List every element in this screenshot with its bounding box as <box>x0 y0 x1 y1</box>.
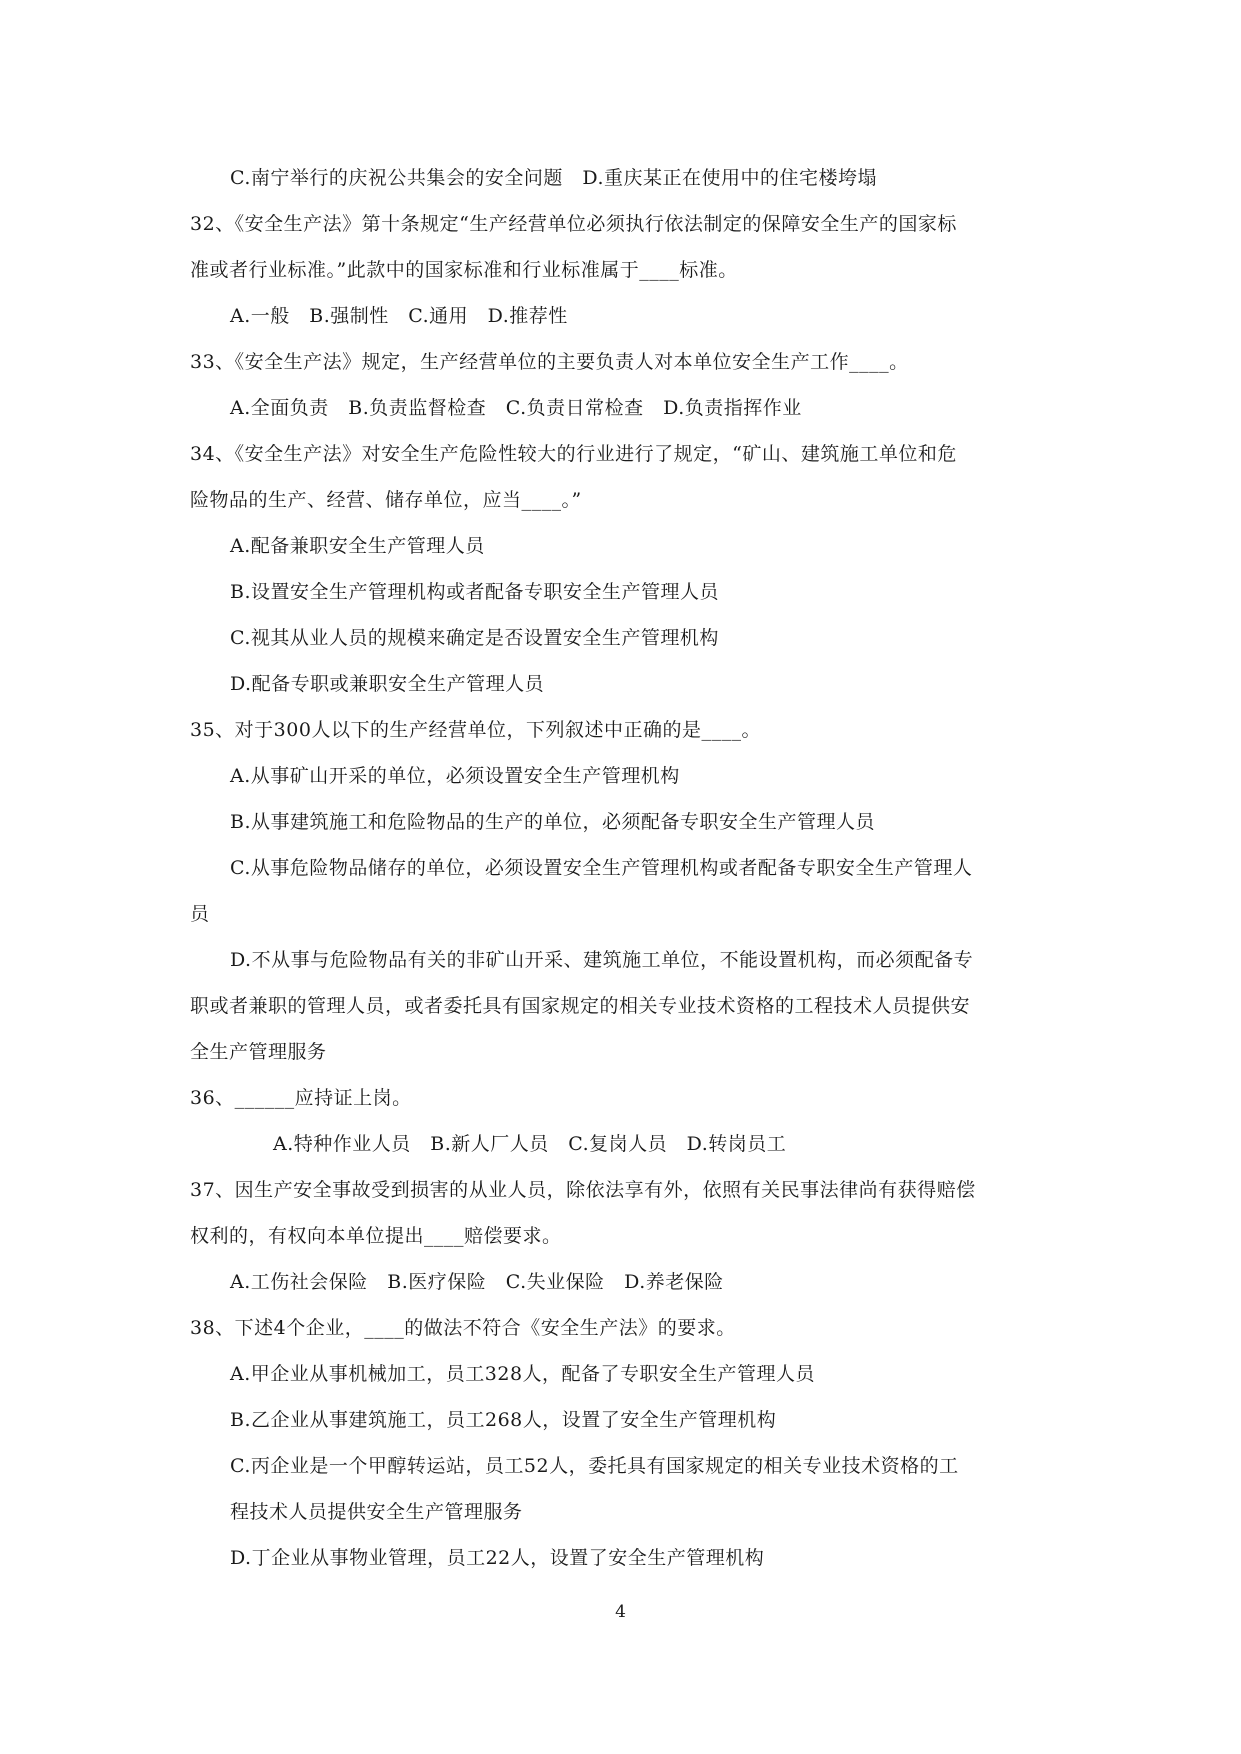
question-38-option-c-line-2: 程技术人员提供安全生产管理服务 <box>230 1501 523 1523</box>
question-35-option-d-line-2: 职或者兼职的管理人员，或者委托具有国家规定的相关专业技术资格的工程技术人员提供安 <box>190 995 971 1017</box>
question-37-options: A.工伤社会保险 B.医疗保险 C.失业保险 D.养老保险 <box>230 1271 724 1293</box>
question-32-line-1: 32、《安全生产法》第十条规定“生产经营单位必须执行依法制定的保障安全生产的国家标 <box>190 213 957 235</box>
option-line-31-cd: C.南宁举行的庆祝公共集会的安全问题 D.重庆某正在使用中的住宅楼垮塌 <box>230 167 877 189</box>
question-32-options: A.一般 B.强制性 C.通用 D.推荐性 <box>230 305 568 327</box>
question-33-options: A.全面负责 B.负责监督检查 C.负责日常检查 D.负责指挥作业 <box>230 397 802 419</box>
question-37-line-1: 37、因生产安全事故受到损害的从业人员，除依法享有外，依照有关民事法律尚有获得赔偿 <box>190 1179 976 1201</box>
question-34-option-b: B.设置安全生产管理机构或者配备专职安全生产管理人员 <box>230 581 720 603</box>
question-38-option-c-line-1: C.丙企业是一个甲醇转运站，员工52人，委托具有国家规定的相关专业技术资格的工 <box>230 1455 959 1477</box>
question-35-option-c-line-2: 员 <box>190 903 210 925</box>
question-37-line-2: 权利的，有权向本单位提出____赔偿要求。 <box>190 1225 562 1247</box>
question-35-option-a: A.从事矿山开采的单位，必须设置安全生产管理机构 <box>230 765 680 787</box>
question-34-option-d: D.配备专职或兼职安全生产管理人员 <box>230 673 545 695</box>
question-32-line-2: 准或者行业标准。”此款中的国家标准和行业标准属于____标准。 <box>190 259 738 281</box>
question-35-option-d-line-1: D.不从事与危险物品有关的非矿山开采、建筑施工单位，不能设置机构，而必须配备专 <box>230 949 974 971</box>
question-38: 38、下述4个企业，____的做法不符合《安全生产法》的要求。 <box>190 1317 736 1339</box>
question-38-option-d: D.丁企业从事物业管理，员工22人，设置了安全生产管理机构 <box>230 1547 765 1569</box>
question-38-option-b: B.乙企业从事建筑施工，员工268人，设置了安全生产管理机构 <box>230 1409 777 1431</box>
question-35-option-b: B.从事建筑施工和危险物品的生产的单位，必须配备专职安全生产管理人员 <box>230 811 876 833</box>
question-34-line-2: 险物品的生产、经营、储存单位，应当____。” <box>190 489 582 511</box>
question-34-option-c: C.视其从业人员的规模来确定是否设置安全生产管理机构 <box>230 627 719 649</box>
question-35-option-d-line-3: 全生产管理服务 <box>190 1041 327 1063</box>
question-35: 35、对于300人以下的生产经营单位，下列叙述中正确的是____。 <box>190 719 761 741</box>
question-34-line-1: 34、《安全生产法》对安全生产危险性较大的行业进行了规定，“矿山、建筑施工单位和危 <box>190 443 957 465</box>
question-38-option-a: A.甲企业从事机械加工，员工328人，配备了专职安全生产管理人员 <box>230 1363 816 1385</box>
question-36-options: A.特种作业人员 B.新人厂人员 C.复岗人员 D.转岗员工 <box>273 1133 787 1155</box>
question-36: 36、______应持证上岗。 <box>190 1087 412 1109</box>
page-number: 4 <box>615 1602 626 1622</box>
question-33: 33、《安全生产法》规定，生产经营单位的主要负责人对本单位安全生产工作____。 <box>190 351 909 373</box>
question-35-option-c-line-1: C.从事危险物品储存的单位，必须设置安全生产管理机构或者配备专职安全生产管理人 <box>230 857 973 879</box>
question-34-option-a: A.配备兼职安全生产管理人员 <box>230 535 485 557</box>
